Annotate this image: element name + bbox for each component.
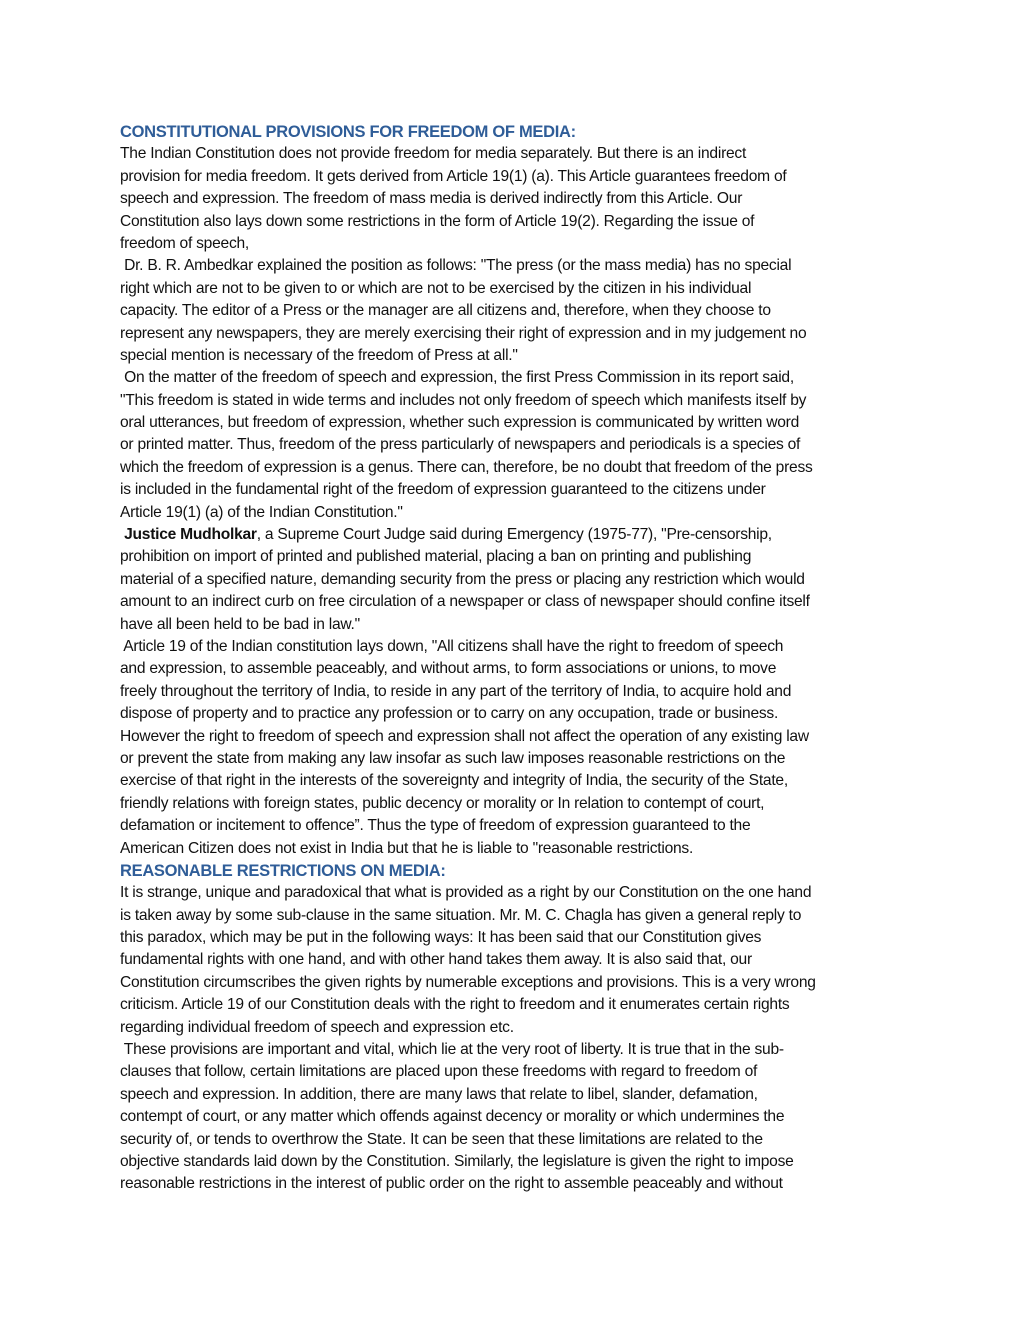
text-line: have all been held to be bad in law." xyxy=(120,615,360,633)
text-line: However the right to freedom of speech and expression shall not affect the operation of any existing law xyxy=(120,727,809,745)
text-line: special mention is necessary of the freedom of Press at all." xyxy=(120,346,518,364)
justice-name: Justice Mudholkar xyxy=(120,526,257,544)
text-line: freely throughout the territory of India, to reside in any part of the territory of India, to acquire hold and xyxy=(120,682,792,700)
text-line: "This freedom is stated in wide terms and includes not only freedom of speech which manifests itself by xyxy=(120,391,807,409)
text-line: It is strange, unique and paradoxical that what is provided as a right by our Constitution on the one hand xyxy=(120,884,812,902)
text-line: criticism. Article 19 of our Constitution deals with the right to freedom and it enumerates certain rights xyxy=(120,996,790,1014)
text-line: friendly relations with foreign states, public decency or morality or In relation to contempt of court, xyxy=(120,794,765,812)
text-line: Constitution circumscribes the given rights by numerable exceptions and provisions. This is a very wrong xyxy=(120,973,816,991)
text-line: clauses that follow, certain limitations are placed upon these freedoms with regard to freedom of xyxy=(120,1063,758,1081)
text-line: defamation or incitement to offence”. Thus the type of freedom of expression guaranteed to the xyxy=(120,817,751,835)
text-line: The Indian Constitution does not provide freedom for media separately. But there is an indirect xyxy=(120,145,747,163)
text-line: Dr. B. R. Ambedkar explained the position as follows: "The press (or the mass media) has no special xyxy=(120,257,792,275)
text-line: or prevent the state from making any law insofar as such law imposes reasonable restrictions on the xyxy=(120,749,786,767)
section1-body-part2 xyxy=(120,546,910,859)
section1-body-part1 xyxy=(120,143,910,524)
text-line: is taken away by some sub-clause in the same situation. Mr. M. C. Chagla has given a general reply to xyxy=(120,906,802,924)
text-line: contempt of court, or any matter which offends against decency or morality or which undermines the xyxy=(120,1108,785,1126)
text-line: and expression, to assemble peaceably, and without arms, to form associations or unions, to move xyxy=(120,660,777,678)
text-line: regarding individual freedom of speech and expression etc. xyxy=(120,1018,514,1036)
text-line: These provisions are important and vital, which lie at the very root of liberty. It is true that in the sub- xyxy=(120,1041,784,1059)
text-line: On the matter of the freedom of speech and expression, the first Press Commission in its report said, xyxy=(120,369,794,387)
section-heading-reasonable-restrictions: REASONABLE RESTRICTIONS ON MEDIA: xyxy=(120,861,446,880)
text-line: oral utterances, but freedom of expression, whether such expression is communicated by written word xyxy=(120,414,800,432)
text-line: Article 19 of the Indian constitution lays down, "All citizens shall have the right to freedom of speech xyxy=(120,637,784,655)
text-line: this paradox, which may be put in the following ways: It has been said that our Constitution gives xyxy=(120,929,762,947)
document-page xyxy=(120,121,910,1196)
text-line: material of a specified nature, demanding security from the press or placing any restriction which would xyxy=(120,570,805,588)
text-line: or printed matter. Thus, freedom of the press particularly of newspapers and periodicals is a species of xyxy=(120,436,801,454)
text-line: Article 19(1) (a) of the Indian Constitution." xyxy=(120,503,403,521)
text-line: provision for media freedom. It gets derived from Article 19(1) (a). This Article guarantees freedom of xyxy=(120,167,787,185)
justice-line-text: , a Supreme Court Judge said during Emergency (1975-77), "Pre-censorship, xyxy=(256,526,772,544)
text-line: is included in the fundamental right of the freedom of expression guaranteed to the citizens under xyxy=(120,481,766,499)
section2-body xyxy=(120,882,910,1195)
text-line: security of, or tends to overthrow the State. It can be seen that these limitations are related to the xyxy=(120,1130,763,1148)
text-line: fundamental rights with one hand, and with other hand takes them away. It is also said that, our xyxy=(120,951,752,969)
justice-mudholkar-line xyxy=(120,524,910,546)
text-line: represent any newspapers, they are merely exercising their right of expression and in my judgement no xyxy=(120,324,807,342)
text-line: dispose of property and to practice any profession or to carry on any occupation, trade or business. xyxy=(120,705,779,723)
text-line: freedom of speech, xyxy=(120,234,249,252)
text-line: speech and expression. In addition, there are many laws that relate to libel, slander, defamation, xyxy=(120,1085,758,1103)
section-heading-constitutional-provisions: CONSTITUTIONAL PROVISIONS FOR FREEDOM OF MEDIA: xyxy=(120,123,576,141)
text-line: right which are not to be given to or which are not to be exercised by the citizen in his individual xyxy=(120,279,752,297)
text-line: prohibition on import of printed and published material, placing a ban on printing and publishing xyxy=(120,548,752,566)
text-line: which the freedom of expression is a genus. There can, therefore, be no doubt that freedom of the press xyxy=(120,458,813,476)
text-line: capacity. The editor of a Press or the manager are all citizens and, therefore, when they choose to xyxy=(120,302,771,320)
text-line: objective standards laid down by the Constitution. Similarly, the legislature is given the right to impose xyxy=(120,1152,794,1170)
text-line: reasonable restrictions in the interest of public order on the right to assemble peaceably and without xyxy=(120,1175,783,1193)
text-line: exercise of that right in the interests of the sovereignty and integrity of India, the security of the State, xyxy=(120,772,788,790)
text-line: American Citizen does not exist in India but that he is liable to "reasonable restrictions. xyxy=(120,839,694,857)
text-line: speech and expression. The freedom of mass media is derived indirectly from this Article. Our xyxy=(120,190,743,208)
text-line: Constitution also lays down some restrictions in the form of Article 19(2). Regarding the issue of xyxy=(120,212,755,230)
text-line: amount to an indirect curb on free circulation of a newspaper or class of newspaper should confine itself xyxy=(120,593,810,611)
